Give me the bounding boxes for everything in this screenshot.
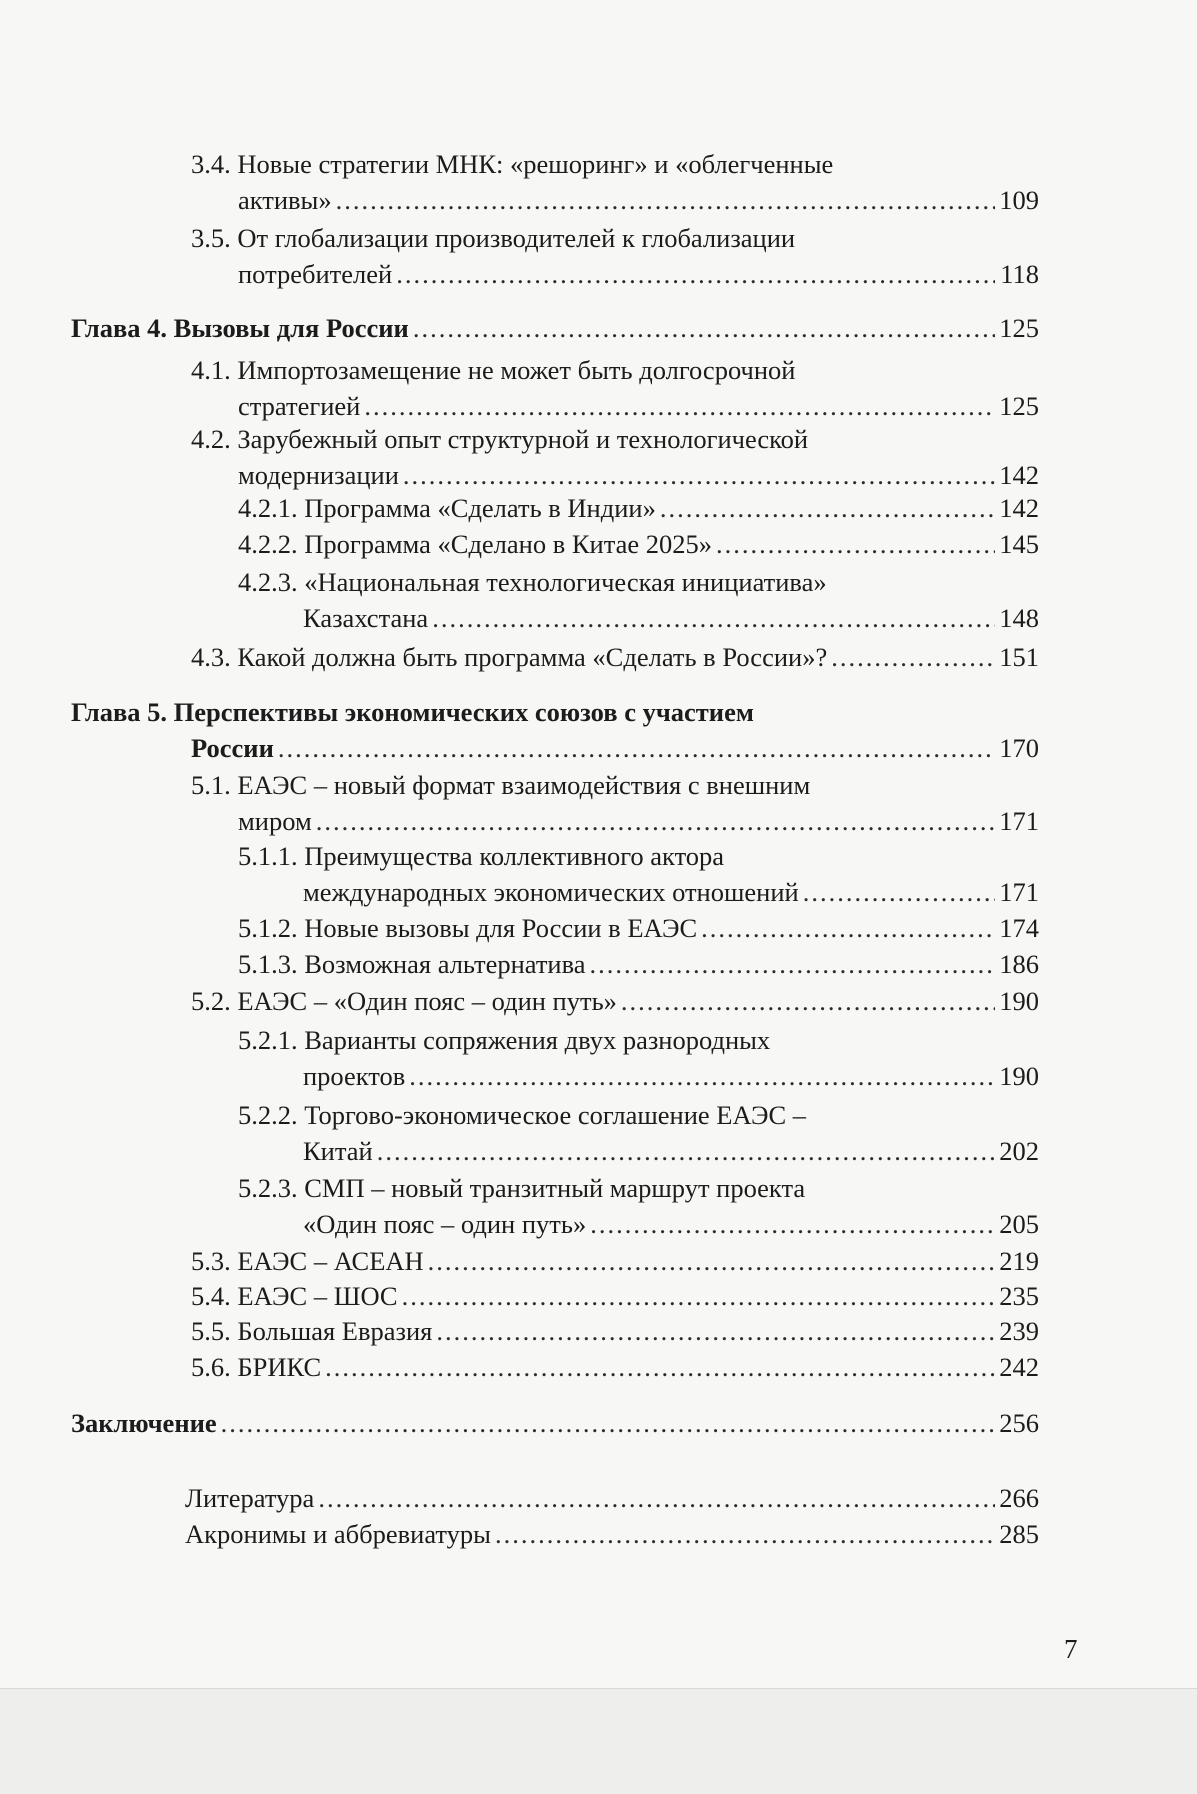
- toc-entry-title-cont: стратегией: [238, 391, 361, 421]
- toc-entry: [238, 490, 1039, 526]
- toc-page-number: 170: [999, 733, 1039, 763]
- toc-entry: [238, 1097, 1039, 1169]
- toc-leader-dots: [428, 1243, 995, 1279]
- toc-chapter-title: Глава 5. Перспективы экономических союзов с участием: [71, 697, 754, 727]
- toc-page-number: 239: [999, 1316, 1039, 1346]
- toc-entry: [191, 639, 1039, 675]
- toc-page-number: 285: [999, 1519, 1039, 1549]
- toc-leader-dots: [831, 639, 995, 675]
- toc-entry-title: 5.2.1. Варианты сопряжения двух разнородных: [238, 1025, 771, 1055]
- toc-leader-dots: [396, 256, 995, 292]
- toc-entry: [238, 526, 1039, 562]
- toc-entry-title: 5.5. Большая Евразия: [191, 1316, 433, 1346]
- toc-page-number: 174: [999, 913, 1039, 943]
- toc-entry-title: 5.4. ЕАЭС – ШОС: [191, 1281, 398, 1311]
- toc-leader-dots: [803, 874, 995, 910]
- toc-entry: [191, 352, 1039, 424]
- toc-leader-dots: [325, 1349, 995, 1385]
- toc-entry-title: 4.2.3. «Национальная технологическая инициатива»: [238, 567, 827, 597]
- toc-entry-title: 5.6. БРИКС: [191, 1352, 322, 1382]
- toc-entry: [191, 1349, 1039, 1385]
- toc-page-number: 235: [999, 1281, 1039, 1311]
- toc-page-number: 142: [999, 460, 1039, 490]
- toc-entry: [191, 1243, 1039, 1279]
- toc-page-number: 125: [999, 313, 1039, 343]
- toc-leader-dots: [402, 1278, 995, 1314]
- toc-entry: [238, 838, 1039, 910]
- toc-entry: [185, 1480, 1039, 1516]
- toc-entry-title-cont: Казахстана: [303, 603, 429, 633]
- toc-leader-dots: [436, 1313, 995, 1349]
- toc-entry-title-cont: «Один пояс – один путь»: [303, 1209, 587, 1239]
- toc-leader-dots: [716, 526, 995, 562]
- toc-entry-title: 5.2.2. Торгово-экономическое соглашение ЕАЭС –: [238, 1100, 806, 1130]
- toc-entry: [238, 910, 1039, 946]
- toc-entry-title-cont: проектов: [303, 1061, 406, 1091]
- toc-page-number: 125: [999, 391, 1039, 421]
- toc-entry: [191, 983, 1039, 1019]
- toc-entry: [191, 767, 1039, 839]
- toc-page-number: 118: [1000, 259, 1039, 289]
- toc-page-number: 242: [999, 1352, 1039, 1382]
- toc-entry: [191, 1313, 1039, 1349]
- toc-entry: [191, 146, 1039, 218]
- toc-leader-dots: [318, 1480, 995, 1516]
- toc-leader-dots: [336, 182, 995, 218]
- page-bottom-edge: [0, 1688, 1197, 1794]
- toc-page-number: 202: [999, 1136, 1039, 1166]
- toc-page-number: 205: [999, 1209, 1039, 1239]
- toc-entry-title: 5.1.2. Новые вызовы для России в ЕАЭС: [238, 913, 698, 943]
- toc-page-number: 148: [999, 603, 1039, 633]
- toc-entry-title: 4.3. Какой должна быть программа «Сделать в России»?: [191, 642, 828, 672]
- toc-entry: [191, 421, 1039, 493]
- toc-entry-title: 4.2.1. Программа «Сделать в Индии»: [238, 493, 656, 523]
- toc-leader-dots: [221, 1405, 995, 1441]
- toc-leader-dots: [432, 600, 995, 636]
- toc-page-number: 256: [999, 1408, 1039, 1438]
- toc-leader-dots: [278, 730, 995, 766]
- toc-leader-dots: [621, 983, 995, 1019]
- toc-page-number: 151: [999, 642, 1039, 672]
- toc-page-number: 266: [999, 1483, 1039, 1513]
- toc-leader-dots: [590, 1206, 995, 1242]
- toc-leader-dots: [660, 490, 995, 526]
- toc-entry: [185, 1516, 1039, 1552]
- toc-leader-dots: [495, 1516, 995, 1552]
- toc-leader-dots: [316, 803, 995, 839]
- toc-entry-chapter: [71, 694, 1039, 766]
- toc-entry-title: Акронимы и аббревиатуры: [185, 1519, 491, 1549]
- toc-entry-title: 5.1. ЕАЭС – новый формат взаимодействия с внешним: [191, 770, 811, 800]
- toc-entry: [238, 946, 1039, 982]
- toc-chapter-title: Заключение: [71, 1408, 217, 1438]
- toc-entry: [238, 1170, 1039, 1242]
- toc-chapter-title: Глава 4. Вызовы для России: [71, 313, 409, 343]
- toc-page-number: 190: [999, 986, 1039, 1016]
- toc-entry-title: 3.4. Новые стратегии МНК: «решоринг» и «облегченные: [191, 149, 834, 179]
- toc-entry-title-cont: модернизации: [238, 460, 399, 490]
- toc-page-number: 145: [999, 529, 1039, 559]
- toc-entry-title-cont: активы»: [238, 185, 332, 215]
- toc-entry-title-cont: Китай: [303, 1136, 373, 1166]
- toc-page-number: 190: [999, 1061, 1039, 1091]
- toc-leader-dots: [701, 910, 995, 946]
- toc-entry-title-cont: миром: [238, 806, 312, 836]
- toc-entry-title: 5.1.3. Возможная альтернатива: [238, 949, 586, 979]
- toc-page-number: 186: [999, 949, 1039, 979]
- toc-chapter-title-cont: России: [191, 733, 274, 763]
- toc-page-number: 142: [999, 493, 1039, 523]
- toc-leader-dots: [403, 457, 995, 493]
- toc-leader-dots: [377, 1133, 995, 1169]
- toc-entry-title: 4.1. Импортозамещение не может быть долгосрочной: [191, 355, 796, 385]
- toc-page-number: 109: [999, 185, 1039, 215]
- page-number: 7: [1064, 1634, 1078, 1664]
- toc-entry-title: 5.1.1. Преимущества коллективного актора: [238, 841, 725, 871]
- toc-leader-dots: [364, 388, 995, 424]
- toc-entry-title: 4.2.2. Программа «Сделано в Китае 2025»: [238, 529, 713, 559]
- toc-entry-title: 5.2.3. СМП – новый транзитный маршрут проекта: [238, 1173, 806, 1203]
- toc-page-number: 171: [999, 877, 1039, 907]
- toc-entry-chapter: [71, 1405, 1039, 1441]
- toc-entry: [191, 1278, 1039, 1314]
- toc-entry-title: 5.3. ЕАЭС – АСЕАН: [191, 1246, 424, 1276]
- toc-page-number: 219: [999, 1246, 1039, 1276]
- toc-page-number: 171: [999, 806, 1039, 836]
- toc-entry-title-cont: международных экономических отношений: [303, 877, 799, 907]
- toc-entry: [191, 220, 1039, 292]
- toc-entry: [238, 564, 1039, 636]
- toc-entry-title: 3.5. От глобализации производителей к глобализации: [191, 223, 796, 253]
- toc-entry: [238, 1022, 1039, 1094]
- toc-entry-title-cont: потребителей: [238, 259, 393, 289]
- toc-entry-title: Литература: [185, 1483, 315, 1513]
- toc-entry-chapter: [71, 310, 1039, 346]
- toc-leader-dots: [409, 1058, 995, 1094]
- toc-entry-title: 4.2. Зарубежный опыт структурной и технологической: [191, 424, 809, 454]
- toc-leader-dots: [413, 310, 995, 346]
- toc-leader-dots: [590, 946, 995, 982]
- toc-entry-title: 5.2. ЕАЭС – «Один пояс – один путь»: [191, 986, 617, 1016]
